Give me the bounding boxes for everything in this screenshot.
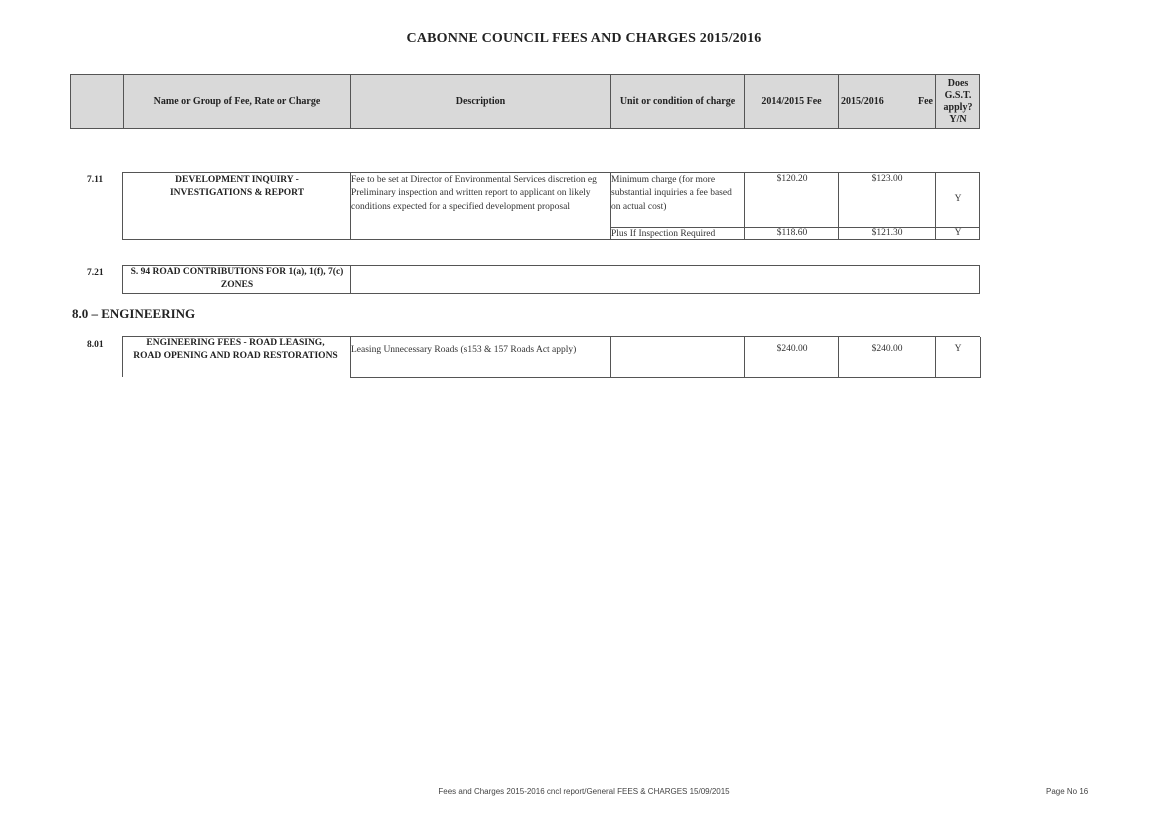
- row-711-description: Fee to be set at Director of Environmental Services discretion eg Preliminary inspection and written report to applicant on likely conditions expected for a specified development proposal: [351, 175, 597, 212]
- header-fee-2015: [838, 75, 935, 128]
- row-711-name: DEVELOPMENT INQUIRY - INVESTIGATIONS & REPORT: [169, 175, 305, 199]
- row-801-gst: Y: [954, 344, 962, 354]
- row-721-number: 7.21: [87, 268, 104, 278]
- header-gst: Does G.S.T. apply? Y/N: [935, 75, 980, 128]
- header-unit: Unit or condition of charge: [610, 75, 744, 128]
- row-801-fee-2014: $240.00: [776, 344, 808, 354]
- row-711: [122, 172, 980, 240]
- row-711-unit-minimum: Minimum charge (for more substantial inquiries a fee based on actual cost): [611, 175, 732, 212]
- footer-page-number: Page No 16: [1046, 787, 1089, 796]
- row-801-fee-2015: $240.00: [871, 344, 903, 354]
- row-711-gst: Y: [954, 194, 962, 204]
- row-711-inspection-gst: Y: [954, 228, 962, 238]
- row-711-inspection-fee-2014: $118.60: [776, 228, 808, 238]
- row-711-fee-2015: $123.00: [871, 174, 903, 184]
- row-711-unit-inspection: Plus If Inspection Required: [611, 229, 716, 239]
- row-721-name: S. 94 ROAD CONTRIBUTIONS FOR 1(a), 1(f), 7(c) ZONES: [130, 267, 344, 291]
- row-711-fee-2014: $120.20: [776, 174, 808, 184]
- row-801-number: 8.01: [87, 340, 104, 350]
- header-fee-2014: 2014/2015 Fee: [744, 75, 838, 128]
- row-801-name: ENGINEERING FEES - ROAD LEASING, ROAD OPENING AND ROAD RESTORATIONS: [133, 338, 338, 362]
- header-fee-2015-year: 2015/2016: [841, 95, 884, 107]
- table-header: [70, 74, 980, 129]
- header-blank-cell: [71, 75, 123, 128]
- header-description: Description: [350, 75, 610, 128]
- row-711-inspection-fee-2015: $121.30: [871, 228, 903, 238]
- header-fee-2015-label: Fee: [918, 95, 933, 107]
- row-711-number: 7.11: [87, 175, 104, 185]
- footer-report-name: Fees and Charges 2015-2016 cncl report/General FEES & CHARGES 15/09/2015: [438, 787, 730, 796]
- header-name: Name or Group of Fee, Rate or Charge: [123, 75, 350, 128]
- row-801: [122, 336, 980, 377]
- page-title: CABONNE COUNCIL FEES AND CHARGES 2015/2016: [406, 31, 762, 46]
- section-heading: 8.0 – ENGINEERING: [72, 306, 196, 321]
- row-801-description: Leasing Unnecessary Roads (s153 & 157 Roads Act apply): [351, 345, 577, 355]
- row-721: [122, 265, 980, 294]
